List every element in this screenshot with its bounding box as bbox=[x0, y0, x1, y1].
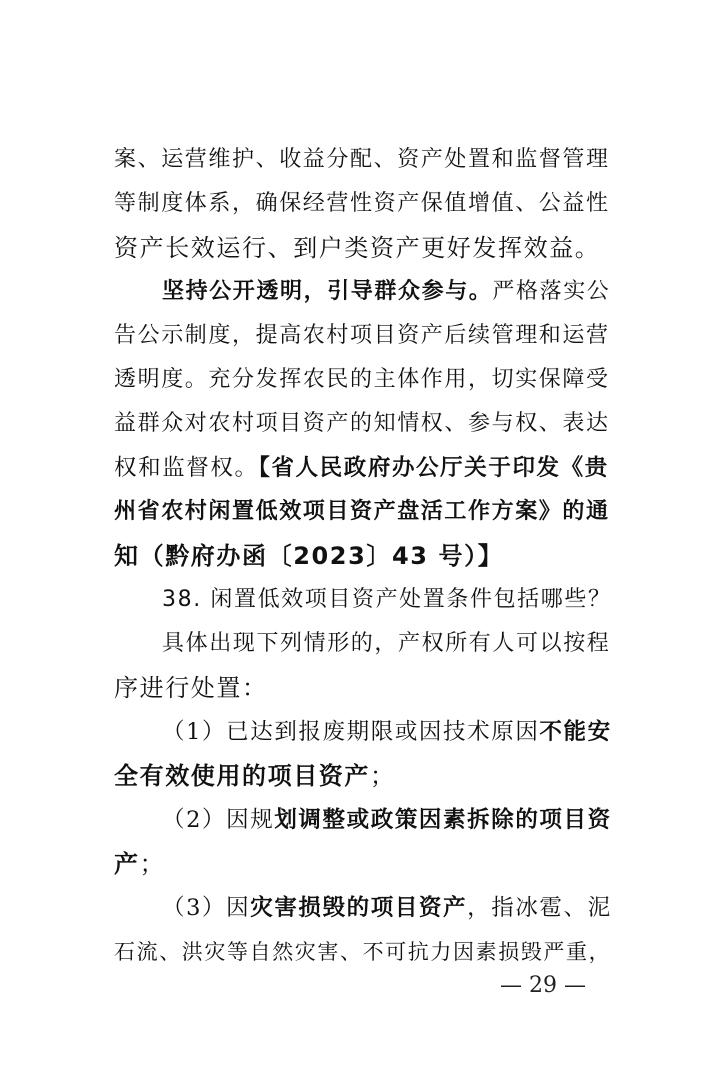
intro-line1: 具体出现下列情形的，产权所有人可以按程 bbox=[162, 631, 611, 656]
item2-line2 bbox=[114, 842, 614, 886]
item2-prefix: （2）因规 bbox=[162, 807, 275, 833]
item2-bold1: 划调整或政策因素拆除的项目资 bbox=[274, 807, 612, 833]
item3-prefix: （3）因 bbox=[162, 895, 251, 921]
paragraph2-line3: 透明度。充分发挥农民的主体作用，切实保障受 bbox=[114, 367, 610, 392]
item1-line1 bbox=[162, 710, 614, 754]
item3-line1 bbox=[162, 886, 614, 930]
intro-line2: 序进行处置： bbox=[114, 674, 268, 702]
item1-bold1: 不能安 bbox=[539, 719, 612, 745]
source-citation-start: 【省人民政府办公厅关于印发《贵 bbox=[258, 455, 609, 481]
paragraph2-line2: 告公示制度，提高农村项目资产后续管理和运营 bbox=[114, 323, 610, 348]
item1-end: ； bbox=[370, 762, 396, 790]
item1-prefix: （1）已达到报废期限或因技术原因 bbox=[162, 719, 540, 745]
item1-bold2: 全有效使用的项目资产 bbox=[114, 762, 370, 790]
paragraph2-line1 bbox=[162, 270, 614, 314]
paragraph1-line3: 资产长效运行、到户类资产更好发挥效益。 bbox=[114, 234, 601, 262]
item2-end: ； bbox=[139, 850, 166, 878]
source-citation-line2: 州省农村闲置低效项目资产盘活工作方案》的通 bbox=[114, 499, 610, 524]
item2-line1 bbox=[162, 798, 614, 842]
paragraph2-line5 bbox=[114, 446, 614, 490]
item3-rest: ，指冰雹、泥 bbox=[467, 895, 612, 921]
item3-bold: 灾害损毁的项目资产 bbox=[250, 895, 468, 921]
item1-line2 bbox=[114, 754, 614, 798]
paragraph2-bold-lead: 坚持公开透明，引导群众参与。 bbox=[162, 279, 493, 304]
paragraph1-line1: 案、运营维护、收益分配、资产处置和监督管理 bbox=[114, 147, 610, 172]
paragraph1-line2: 等制度体系，确保经营性资产保值增值、公益性 bbox=[114, 191, 610, 216]
item2-bold2: 产 bbox=[114, 850, 140, 878]
source-citation-line3: 知（黔府办函〔2023〕43 号）】 bbox=[114, 542, 504, 570]
paragraph2-line4: 益群众对农村项目资产的知情权、参与权、表达 bbox=[114, 411, 610, 436]
question-heading: 38. 闲置低效项目资产处置条件包括哪些？ bbox=[162, 587, 612, 612]
item3-line2: 石流、洪灾等自然灾害、不可抗力因素损毁严重， bbox=[114, 940, 612, 964]
paragraph2-line1-rest: 严格落实公 bbox=[492, 279, 611, 304]
paragraph2-line5-text: 权和监督权。 bbox=[114, 455, 259, 481]
page-number: — 29 — bbox=[500, 973, 586, 998]
